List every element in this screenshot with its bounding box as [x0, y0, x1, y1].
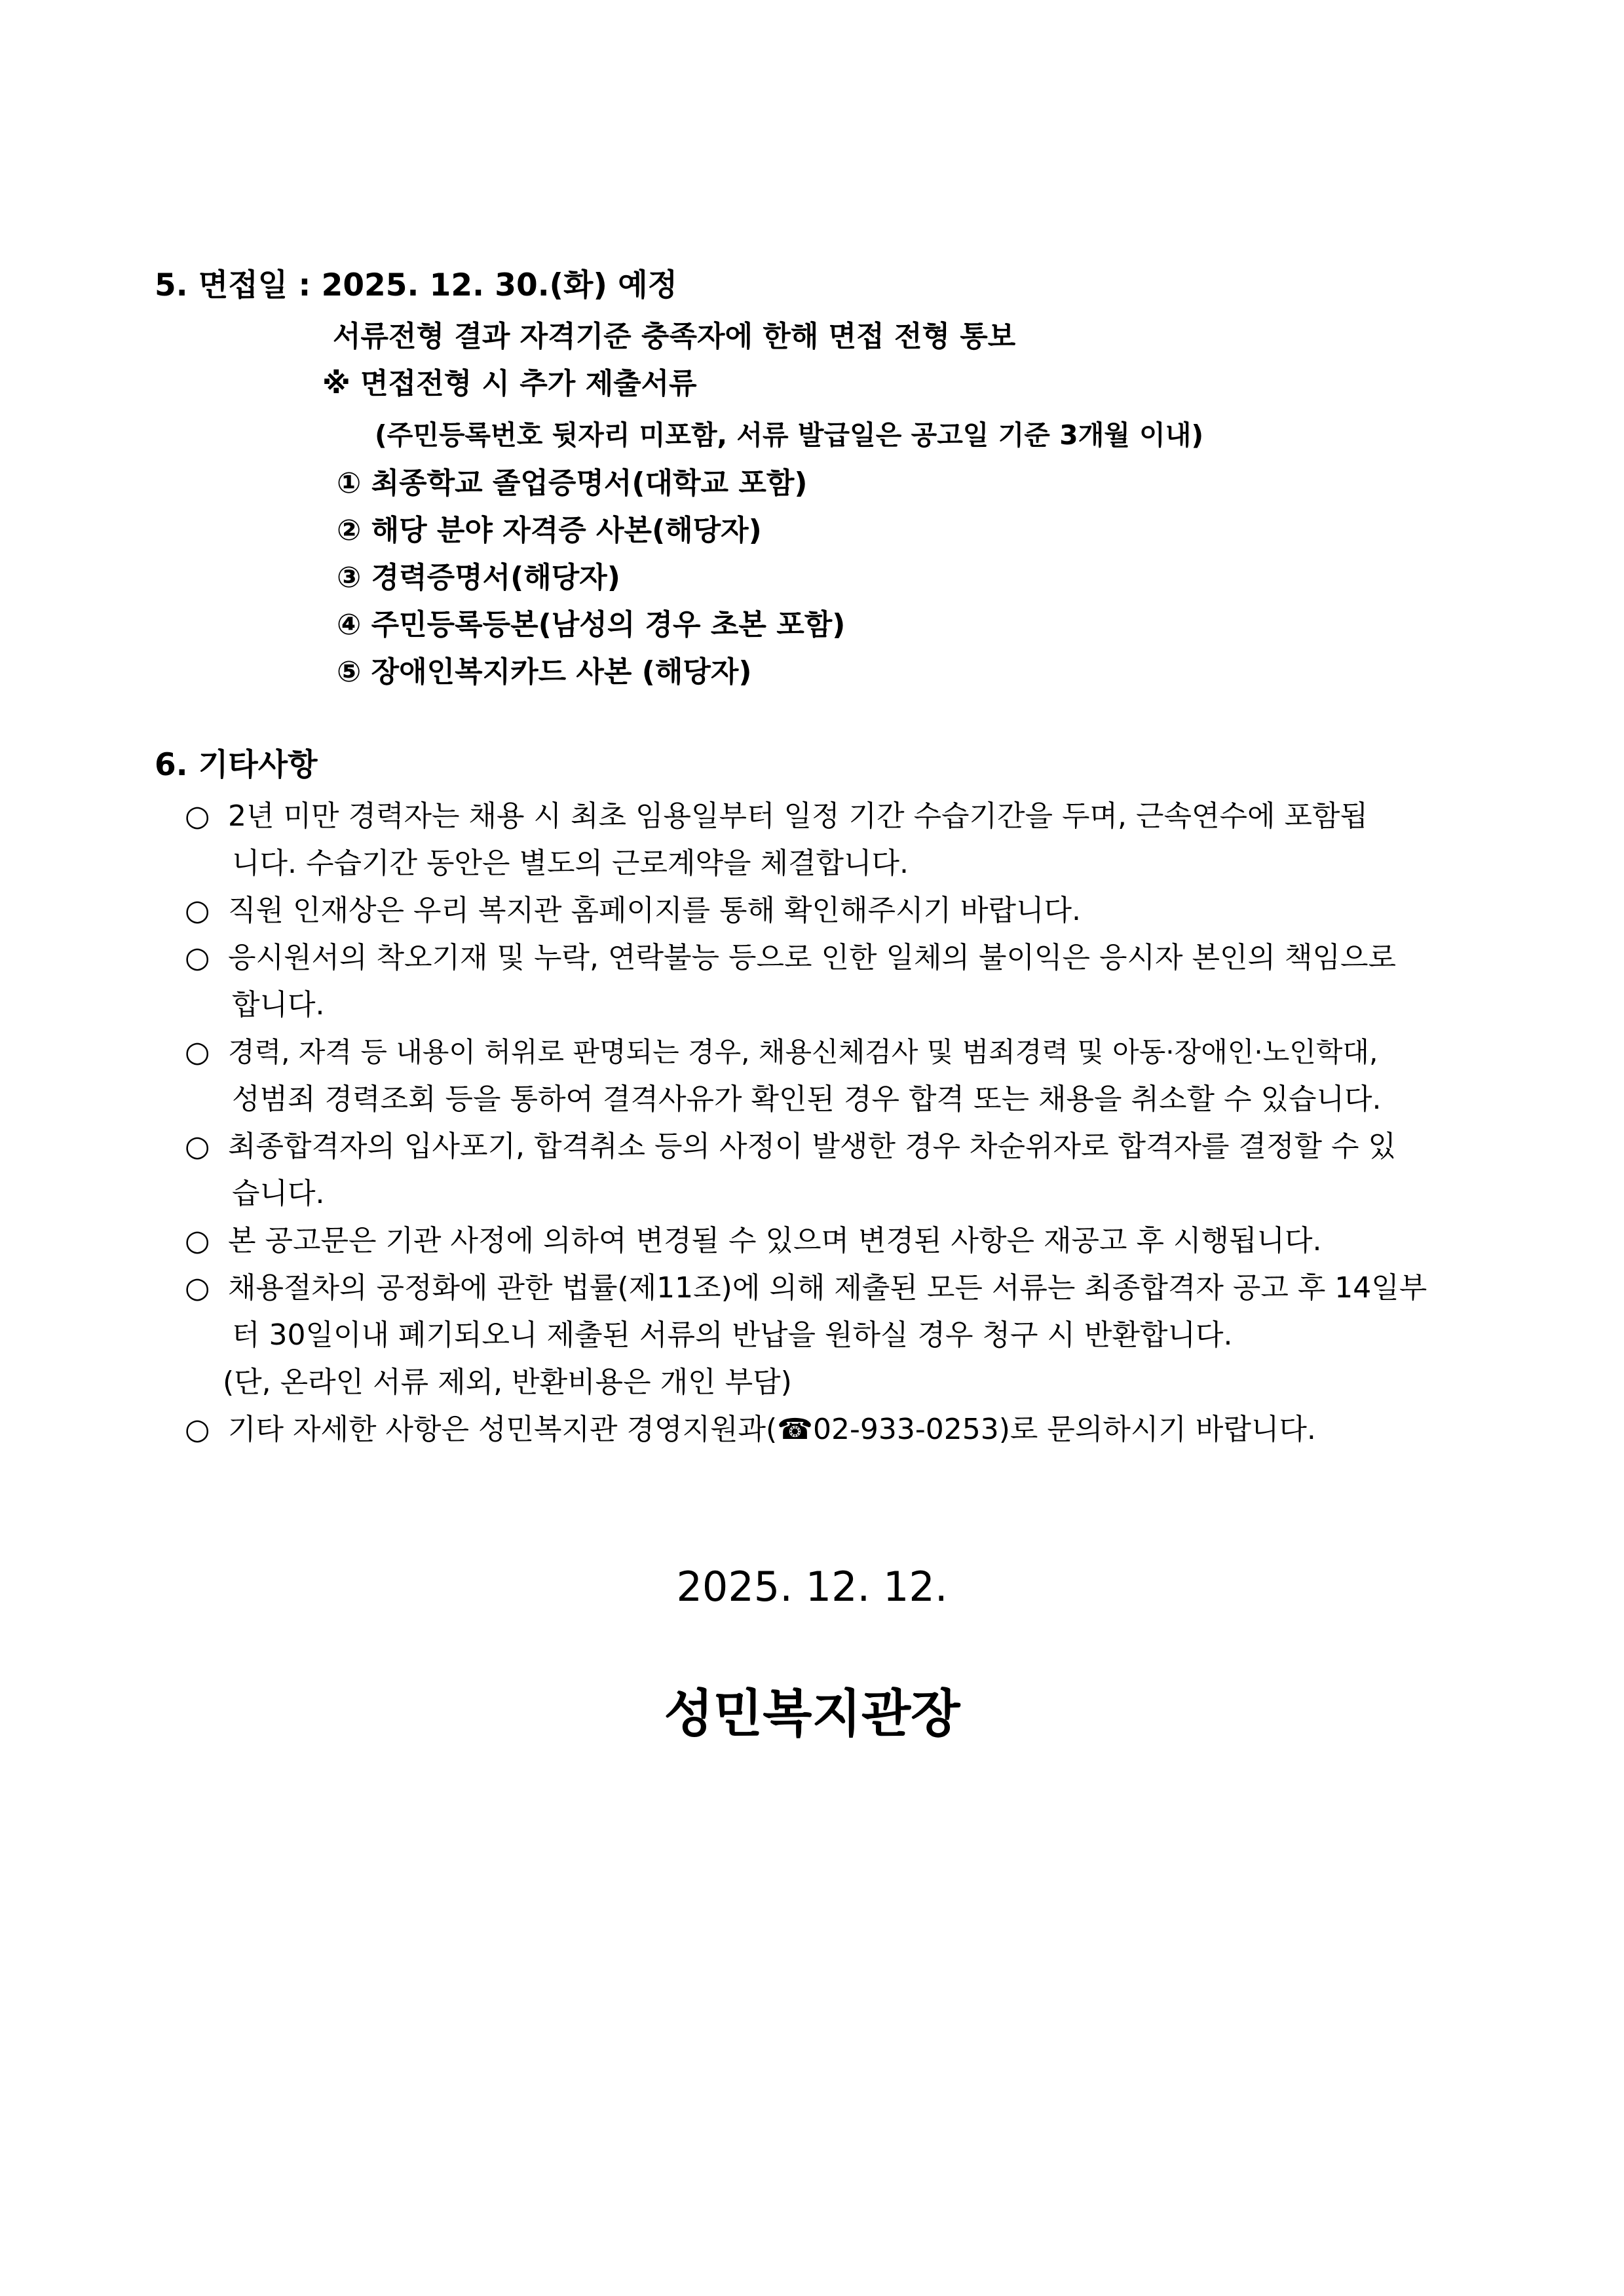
- document-item: ③ 경력증명서(해당자): [337, 561, 620, 594]
- bullet-line: 니다. 수습기간 동안은 별도의 근로계약을 체결합니다.: [232, 847, 909, 880]
- bullet-line: 2년 미만 경력자는 채용 시 최초 임용일부터 일정 기간 수습기간을 두며, 근속연수에 포함됩: [228, 799, 1368, 833]
- bullet-line: (단, 온라인 서류 제외, 반환비용은 개인 부담): [223, 1366, 792, 1399]
- document-item: ① 최종학교 졸업증명서(대학교 포함): [337, 467, 808, 500]
- bullet-circle: ○: [185, 799, 210, 833]
- bullet-line: 합니다.: [232, 988, 325, 1022]
- signature: 성민복지관장: [664, 1685, 960, 1744]
- bullet-line: 응시원서의 착오기재 및 누락, 연락불능 등으로 인한 일체의 불이익은 응시자 본인의 책임으로: [228, 941, 1396, 974]
- section5-notice: 서류전형 결과 자격기준 충족자에 한해 면접 전형 통보: [333, 320, 1016, 353]
- bullet-circle: ○: [185, 1130, 210, 1163]
- bullet-line: 채용절차의 공정화에 관한 법률(제11조)에 의해 제출된 모든 서류는 최종합격자 공고 후 14일부: [228, 1271, 1427, 1305]
- document-item: ⑤ 장애인복지카드 사본 (해당자): [337, 655, 752, 689]
- bullet-circle: ○: [185, 1035, 210, 1069]
- bullet-line: 습니다.: [232, 1177, 325, 1210]
- bullet-line: 최종합격자의 입사포기, 합격취소 등의 사정이 발생한 경우 차순위자로 합격자를 결정할 수 있: [228, 1130, 1396, 1163]
- bullet-circle: ○: [185, 1271, 210, 1305]
- section5-heading: 5. 면접일 : 2025. 12. 30.(화) 예정: [155, 267, 678, 303]
- extra-docs-title: ※ 면접전형 시 추가 제출서류: [322, 367, 697, 400]
- bullet-line: 경력, 자격 등 내용이 허위로 판명되는 경우, 채용신체검사 및 범죄경력 및 아동·장애인·노인학대,: [228, 1036, 1378, 1068]
- bullet-circle: ○: [185, 941, 210, 974]
- document-item: ④ 주민등록등본(남성의 경우 초본 포함): [337, 608, 846, 641]
- document-item: ② 해당 분야 자격증 사본(해당자): [337, 514, 762, 547]
- bullet-line: 본 공고문은 기관 사정에 의하여 변경될 수 있으며 변경된 사항은 재공고 후 시행됩니다.: [228, 1224, 1322, 1257]
- bullet-circle: ○: [185, 894, 210, 927]
- bullet-circle: ○: [185, 1224, 210, 1257]
- bullet-line: 기타 자세한 사항은 성민복지관 경영지원과(☎02-933-0253)로 문의하시기 바랍니다.: [228, 1413, 1316, 1446]
- extra-docs-note: (주민등록번호 뒷자리 미포함, 서류 발급일은 공고일 기준 3개월 이내): [375, 419, 1204, 451]
- bullet-line: 성범죄 경력조회 등을 통하여 결격사유가 확인된 경우 합격 또는 채용을 취소할 수 있습니다.: [232, 1082, 1382, 1116]
- issue-date: 2025. 12. 12.: [676, 1563, 948, 1611]
- bullet-line: 터 30일이내 폐기되오니 제출된 서류의 반납을 원하실 경우 청구 시 반환합니다.: [232, 1318, 1233, 1352]
- bullet-line: 직원 인재상은 우리 복지관 홈페이지를 통해 확인해주시기 바랍니다.: [228, 894, 1081, 927]
- section6-heading: 6. 기타사항: [155, 747, 318, 783]
- bullet-circle: ○: [185, 1413, 210, 1446]
